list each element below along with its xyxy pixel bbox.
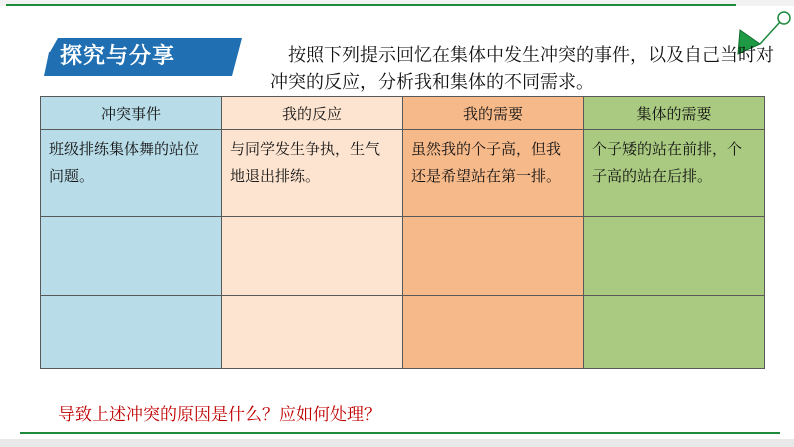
table-cell <box>403 296 584 369</box>
table-cell <box>41 217 222 296</box>
header-my-reaction: 我的反应 <box>222 97 403 130</box>
cell-text: 个子矮的站在前排，个子高的站在后排。 <box>592 140 743 185</box>
cell-text <box>222 217 402 223</box>
header-my-needs: 我的需要 <box>403 97 584 130</box>
table-header-row <box>41 97 765 130</box>
table-row <box>41 296 765 369</box>
header-conflict-event: 冲突事件 <box>41 97 222 130</box>
table-row <box>41 130 765 217</box>
cell-text: 与同学发生争执，生气地退出排练。 <box>230 140 381 185</box>
table-cell <box>222 130 403 217</box>
cell-text <box>403 217 583 223</box>
top-green-rule <box>6 4 736 6</box>
table-cell <box>584 296 765 369</box>
cell-text <box>584 217 764 223</box>
cell-text <box>41 296 221 302</box>
table-cell <box>403 217 584 296</box>
analysis-table <box>40 96 765 369</box>
cell-text: 虽然我的个子高，但我还是希望站在第一排。 <box>411 140 562 185</box>
cell-text <box>222 296 402 302</box>
table-cell <box>584 217 765 296</box>
cell-text <box>41 217 221 223</box>
bottom-green-rule <box>20 432 780 434</box>
table-cell <box>41 296 222 369</box>
header-group-needs: 集体的需要 <box>584 97 765 130</box>
cell-text <box>584 296 764 302</box>
table-cell <box>222 296 403 369</box>
table-row <box>41 217 765 296</box>
table-cell <box>584 130 765 217</box>
discussion-question: 导致上述冲突的原因是什么？应如何处理？ <box>58 405 381 425</box>
table-cell <box>41 130 222 217</box>
table-cell <box>403 130 584 217</box>
table-cell <box>222 217 403 296</box>
section-title: 探究与分享 <box>60 44 176 69</box>
cell-text <box>403 296 583 302</box>
bottom-frame-bar <box>0 439 794 447</box>
cell-text: 班级排练集体舞的站位问题。 <box>49 140 200 185</box>
instruction-text: 按照下列提示回忆在集体中发生冲突的事件，以及自己当时对冲突的反应，分析我和集体的不同需求。 <box>270 45 774 93</box>
